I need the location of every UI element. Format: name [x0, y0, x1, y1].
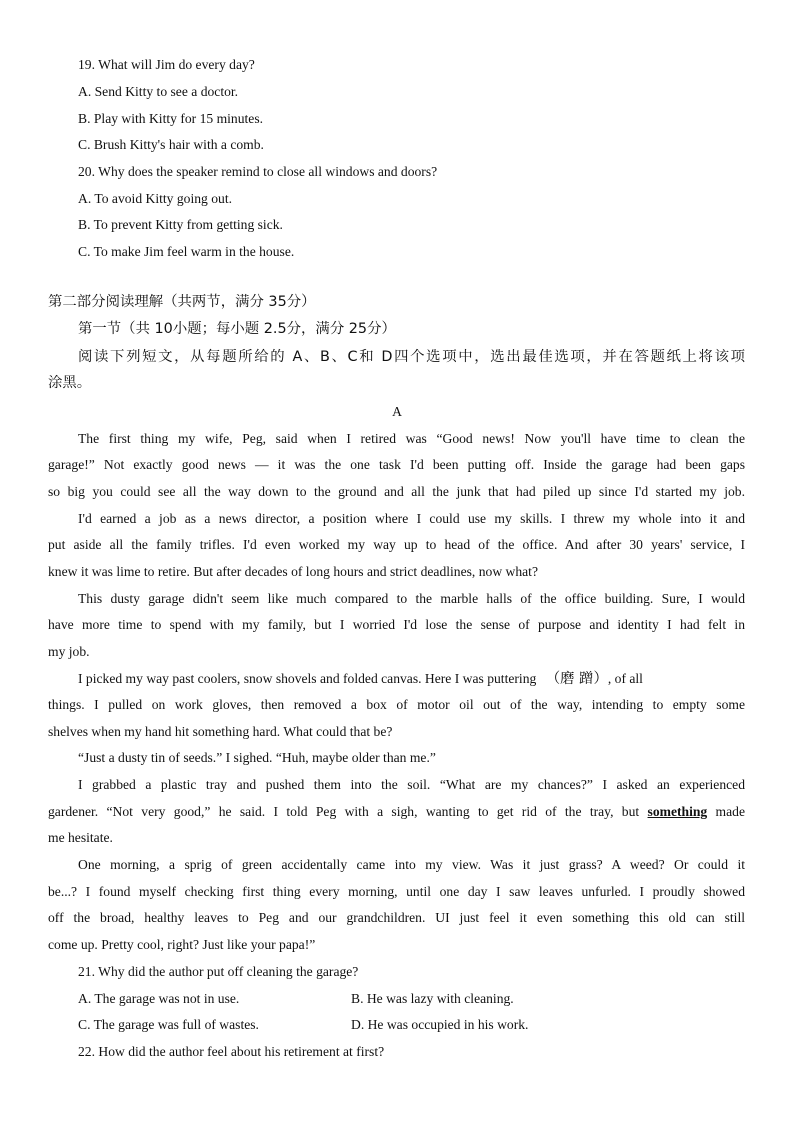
- passage-line: me hesitate.: [48, 830, 113, 845]
- passage-line: shelves when my hand hit something hard. What could that be?: [48, 724, 393, 739]
- passage-line: things. I pulled on work gloves, then removed a box of motor oil out of the way, intending to empty some: [48, 697, 745, 712]
- question-21-stem: 21. Why did the author put off cleaning the garage?: [78, 964, 359, 979]
- passage-text: gardener. “Not very good,” he said. I told Peg with a sigh, wanting to get rid of the tray, but: [48, 804, 640, 819]
- passage-line: garage!” Not exactly good news — it was the one task I'd been putting off. Inside the garage had been gaps: [48, 457, 745, 472]
- underlined-word: something: [647, 804, 708, 819]
- question-21-option-c: C. The garage was full of wastes.: [78, 1017, 259, 1032]
- passage-line: [78, 670, 643, 688]
- passage-line: This dusty garage didn't seem like much compared to the marble halls of the office building. Sure, I would: [78, 591, 745, 606]
- question-21-option-a: A. The garage was not in use.: [78, 991, 240, 1006]
- chinese-gloss: （磨 蹭）: [545, 671, 608, 687]
- instruction-line-1: 阅读下列短文，从每题所给的 A、B、C和 D四个选项中，选出最佳选项，并在答题纸上将该项: [78, 349, 745, 365]
- section-one-title: 第一节（共 10小题；每小题 2.5分，满分 25分）: [78, 321, 396, 337]
- question-20-stem: 20. Why does the speaker remind to close all windows and doors?: [78, 164, 438, 179]
- question-19-option-c: C. Brush Kitty's hair with a comb.: [78, 137, 264, 152]
- passage-line: have more time to spend with my family, but I worried I'd lose the sense of purpose and identity I had felt in: [48, 617, 745, 632]
- passage-line: be...? I found myself checking first thing every morning, until one day I saw leaves unfurled. I proudly showed: [48, 884, 745, 899]
- passage-line: my job.: [48, 644, 90, 659]
- passage-line: I'd earned a job as a news director, a position where I could use my skills. I threw my whole into it and: [78, 511, 745, 526]
- passage-line: come up. Pretty cool, right? Just like your papa!”: [48, 937, 316, 952]
- question-20-option-a: A. To avoid Kitty going out.: [78, 191, 232, 206]
- part-two-title: 第二部分阅读理解（共两节，满分 35分）: [48, 294, 316, 310]
- question-20-option-c: C. To make Jim feel warm in the house.: [78, 244, 295, 259]
- passage-line: put aside all the family trifles. I'd even worked my way up to head of the office. And after 30 years' service, I: [48, 537, 745, 552]
- passage-line: “Just a dusty tin of seeds.” I sighed. “Huh, maybe older than me.”: [78, 750, 436, 765]
- passage-line: One morning, a sprig of green accidentally came into my view. Was it just grass? A weed? Or could it: [78, 857, 745, 872]
- question-21-option-d: D. He was occupied in his work.: [351, 1017, 529, 1032]
- question-19-option-a: A. Send Kitty to see a doctor.: [78, 84, 239, 99]
- passage-label: A: [392, 404, 402, 419]
- passage-line: so big you could see all the way down to the ground and all the junk that had piled up since I'd started my job.: [48, 484, 745, 499]
- passage-line: off the broad, healthy leaves to Peg and our grandchildren. UI just feel it even something this old can still: [48, 910, 745, 925]
- passage-text: , of all: [607, 671, 643, 686]
- question-19-stem: 19. What will Jim do every day?: [78, 57, 255, 72]
- question-20-option-b: B. To prevent Kitty from getting sick.: [78, 217, 283, 232]
- question-19-option-b: B. Play with Kitty for 15 minutes.: [78, 111, 264, 126]
- passage-text: I picked my way past coolers, snow shovels and folded canvas. Here I was puttering: [78, 671, 537, 686]
- passage-line: I grabbed a plastic tray and pushed them into the soil. “What are my chances?” I asked an experienced: [78, 777, 745, 792]
- passage-line: The first thing my wife, Peg, said when I retired was “Good news! Now you'll have time to clean the: [78, 431, 745, 446]
- question-21-option-b: B. He was lazy with cleaning.: [351, 991, 514, 1006]
- question-22-stem: 22. How did the author feel about his retirement at first?: [78, 1044, 385, 1059]
- passage-line: [48, 803, 745, 821]
- instruction-line-2: 涂黑。: [48, 375, 92, 391]
- passage-text: made: [715, 804, 745, 819]
- passage-line: knew it was lime to retire. But after decades of long hours and strict deadlines, now what?: [48, 564, 538, 579]
